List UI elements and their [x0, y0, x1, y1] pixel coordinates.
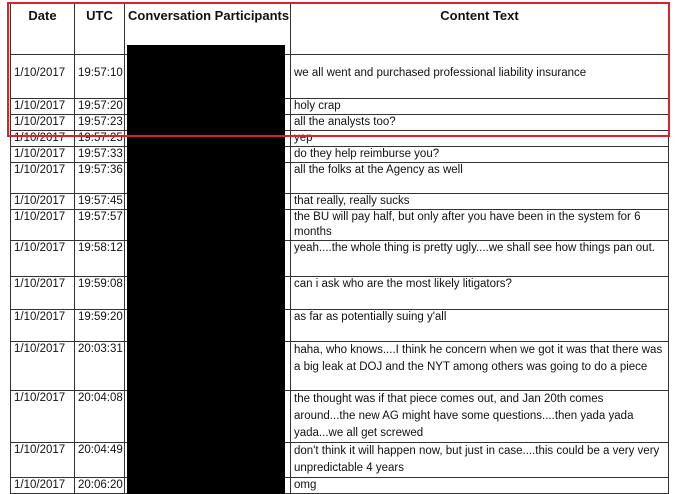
content-cell: we all went and purchased professional liability insurance	[291, 55, 669, 99]
date-cell: 1/10/2017	[11, 342, 75, 391]
utc-cell: 20:06:20	[75, 478, 125, 494]
table-row	[11, 241, 669, 277]
date-cell: 1/10/2017	[11, 131, 75, 147]
date-cell: 1/10/2017	[11, 99, 75, 115]
date-cell: 1/10/2017	[11, 210, 75, 241]
utc-header: UTC	[75, 3, 125, 55]
content-cell: all the analysts too?	[291, 115, 669, 131]
content-cell: haha, who knows....I think he concern when we got it was that there was a big leak at DOJ and the NYT among others was going to do a piece	[291, 342, 669, 391]
table-row	[11, 310, 669, 342]
content-cell: don't think it will happen now, but just in case....this could be a very very unpredictable 4 years	[291, 443, 669, 478]
table-row	[11, 478, 669, 494]
table-row	[11, 99, 669, 115]
table-row	[11, 147, 669, 163]
content-cell: that really, really sucks	[291, 194, 669, 210]
utc-cell: 19:59:20	[75, 310, 125, 342]
table-row	[11, 342, 669, 391]
utc-cell: 19:57:23	[75, 115, 125, 131]
utc-cell: 19:57:33	[75, 147, 125, 163]
date-cell: 1/10/2017	[11, 55, 75, 99]
date-cell: 1/10/2017	[11, 277, 75, 310]
date-cell: 1/10/2017	[11, 310, 75, 342]
participants-header: Conversation Participants	[125, 3, 291, 55]
utc-cell: 20:03:31	[75, 342, 125, 391]
table-row	[11, 194, 669, 210]
table-row	[11, 210, 669, 241]
content-cell: as far as potentially suing y'all	[291, 310, 669, 342]
utc-cell: 19:57:57	[75, 210, 125, 241]
content-cell: yep	[291, 131, 669, 147]
utc-cell: 20:04:49	[75, 443, 125, 478]
date-cell: 1/10/2017	[11, 147, 75, 163]
date-cell: 1/10/2017	[11, 163, 75, 194]
content-cell: can i ask who are the most likely litigators?	[291, 277, 669, 310]
utc-cell: 19:59:08	[75, 277, 125, 310]
date-header: Date	[11, 3, 75, 55]
table-row	[11, 131, 669, 147]
utc-cell: 19:58:12	[75, 241, 125, 277]
content-cell: omg	[291, 478, 669, 494]
table-row	[11, 391, 669, 443]
utc-cell: 19:57:25	[75, 131, 125, 147]
chat-log-table	[10, 2, 669, 494]
date-cell: 1/10/2017	[11, 115, 75, 131]
table-row	[11, 443, 669, 478]
date-cell: 1/10/2017	[11, 391, 75, 443]
content-cell: the BU will pay half, but only after you have been in the system for 6 months	[291, 210, 669, 241]
content-cell: holy crap	[291, 99, 669, 115]
content-cell: do they help reimburse you?	[291, 147, 669, 163]
utc-cell: 19:57:20	[75, 99, 125, 115]
content-cell: the thought was if that piece comes out, and Jan 20th comes around...the new AG might have some questions....then yada yada yada...we all get screwed	[291, 391, 669, 443]
table-row	[11, 163, 669, 194]
table-row	[11, 277, 669, 310]
utc-cell: 19:57:10	[75, 55, 125, 99]
date-cell: 1/10/2017	[11, 443, 75, 478]
header-row	[11, 3, 669, 55]
utc-cell: 19:57:36	[75, 163, 125, 194]
table-row	[11, 115, 669, 131]
date-cell: 1/10/2017	[11, 241, 75, 277]
utc-cell: 20:04:08	[75, 391, 125, 443]
content-header: Content Text	[291, 3, 669, 55]
date-cell: 1/10/2017	[11, 194, 75, 210]
date-cell: 1/10/2017	[11, 478, 75, 494]
redaction-bar	[127, 45, 285, 494]
table-row	[11, 55, 669, 99]
content-cell: yeah....the whole thing is pretty ugly....we shall see how things pan out.	[291, 241, 669, 277]
utc-cell: 19:57:45	[75, 194, 125, 210]
content-cell: all the folks at the Agency as well	[291, 163, 669, 194]
